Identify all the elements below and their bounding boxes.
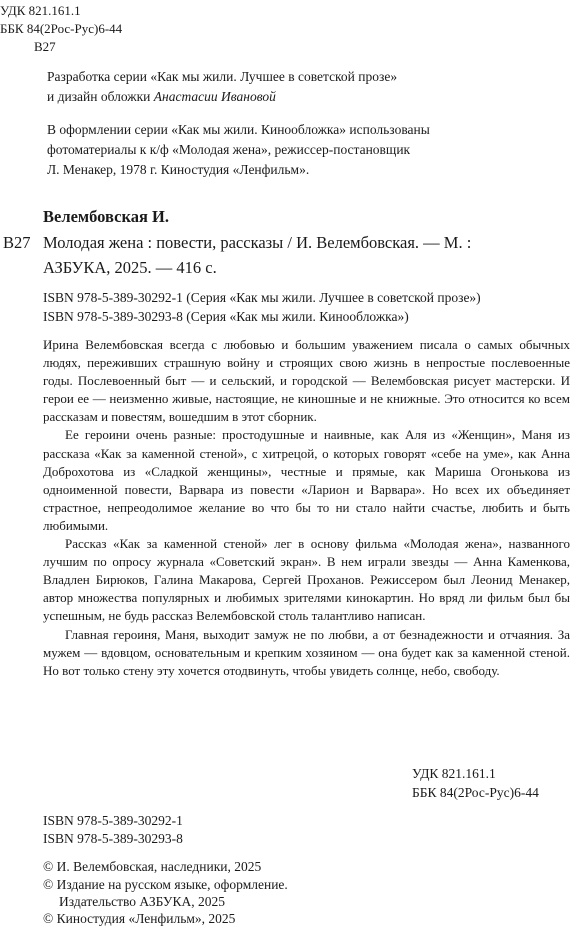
bibliographic-title-line-1: Молодая жена : повести, рассказы / И. Велембовская. — М. :	[43, 233, 472, 252]
annotation	[43, 336, 570, 680]
copyright-studio: © Киностудия «Ленфильм», 2025	[43, 911, 236, 926]
photo-credit-line-3: Л. Менакер, 1978 г. Киностудия «Ленфильм».	[47, 162, 310, 177]
author-code-header: В27	[34, 39, 56, 54]
bbk-classification: ББК 84(2Рос-Рус)6-44	[412, 785, 539, 800]
isbn-series-1: ISBN 978-5-389-30292-1 (Серия «Как мы жили. Лучшее в советской прозе»)	[43, 290, 481, 305]
series-design-credit: Разработка серии «Как мы жили. Лучшее в советской прозе»	[47, 69, 398, 84]
cover-designer-name: Анастасии Ивановой	[153, 89, 276, 104]
annotation-paragraph-3: Рассказ «Как за каменной стеной» лег в основу фильма «Молодая жена», названного лучшим по опросу журнала «Советский экран». В нем играли звезды — Анна Каменкова, Владлен Бирюков, Галина Макарова, Сергей Проханов. Режиссером был Леонид Менакер, автор множества популярных и любимых зрителями кинокартин. Но вряд ли фильм был бы успешным, не будь рассказ Велембовской столь талантливо написан.	[43, 536, 570, 624]
annotation-paragraph-2: Ее героини очень разные: простодушные и наивные, как Аля из «Женщин», Маня из рассказа «Как за каменной стеной», с хитрецой, о которых говорят «себе на уме», как Анна Доброхотова из «Сладкой женщины», честные и прямые, как Мариша Огонькова из одноименной повести, Варвара из повести «Ларион и Варвара». Но всех их объединяет страстное, непреодолимое желание во что бы то ни стало найти счастье, любить и быть любимыми.	[43, 427, 570, 533]
isbn-1: ISBN 978-5-389-30292-1	[43, 813, 183, 828]
udk-header: УДК 821.161.1	[0, 3, 81, 18]
copyright-author: © И. Велембовская, наследники, 2025	[43, 859, 262, 874]
copyright-publisher: Издательство АЗБУКА, 2025	[59, 894, 225, 909]
book-author: Велембовская И.	[43, 207, 169, 226]
cover-design-credit	[47, 88, 276, 106]
cover-design-prefix: и дизайн обложки	[47, 89, 154, 104]
udk-classification: УДК 821.161.1	[412, 766, 496, 781]
bibliographic-code: В27	[3, 233, 31, 252]
photo-credit-line-2: фотоматериалы к к/ф «Молодая жена», режиссер-постановщик	[47, 142, 411, 157]
copyright-edition: © Издание на русском языке, оформление.	[43, 877, 288, 892]
isbn-series-2: ISBN 978-5-389-30293-8 (Серия «Как мы жили. Кинообложка»)	[43, 309, 409, 324]
isbn-2: ISBN 978-5-389-30293-8	[43, 831, 183, 846]
bbk-header: ББК 84(2Рос-Рус)6-44	[0, 21, 123, 36]
photo-credit-line-1: В оформлении серии «Как мы жили. Кинообложка» использованы	[47, 122, 430, 137]
annotation-paragraph-1: Ирина Велембовская всегда с любовью и большим уважением писала о самых обычных людях, переживших страшную войну и строящих свою жизнь в непростые послевоенные годы. Послевоенный быт — и сельский, и городской — Велембовская рисует мастерски. И герои ее — неизменно живые, настоящие, не киношные и не книжные. Это относится ко всем рассказам и повестям, вошедшим в этот сборник.	[43, 337, 570, 425]
annotation-paragraph-4: Главная героиня, Маня, выходит замуж не по любви, а от безнадежности и отчаяния. За мужем — вдовцом, основательным и крепким хозяином — она будет как за каменной стеной. Но вот только стену эту хочется отодвинуть, чтобы увидеть солнце, небо, свободу.	[43, 626, 570, 678]
bibliographic-title-line-2: АЗБУКА, 2025. — 416 с.	[43, 258, 217, 277]
